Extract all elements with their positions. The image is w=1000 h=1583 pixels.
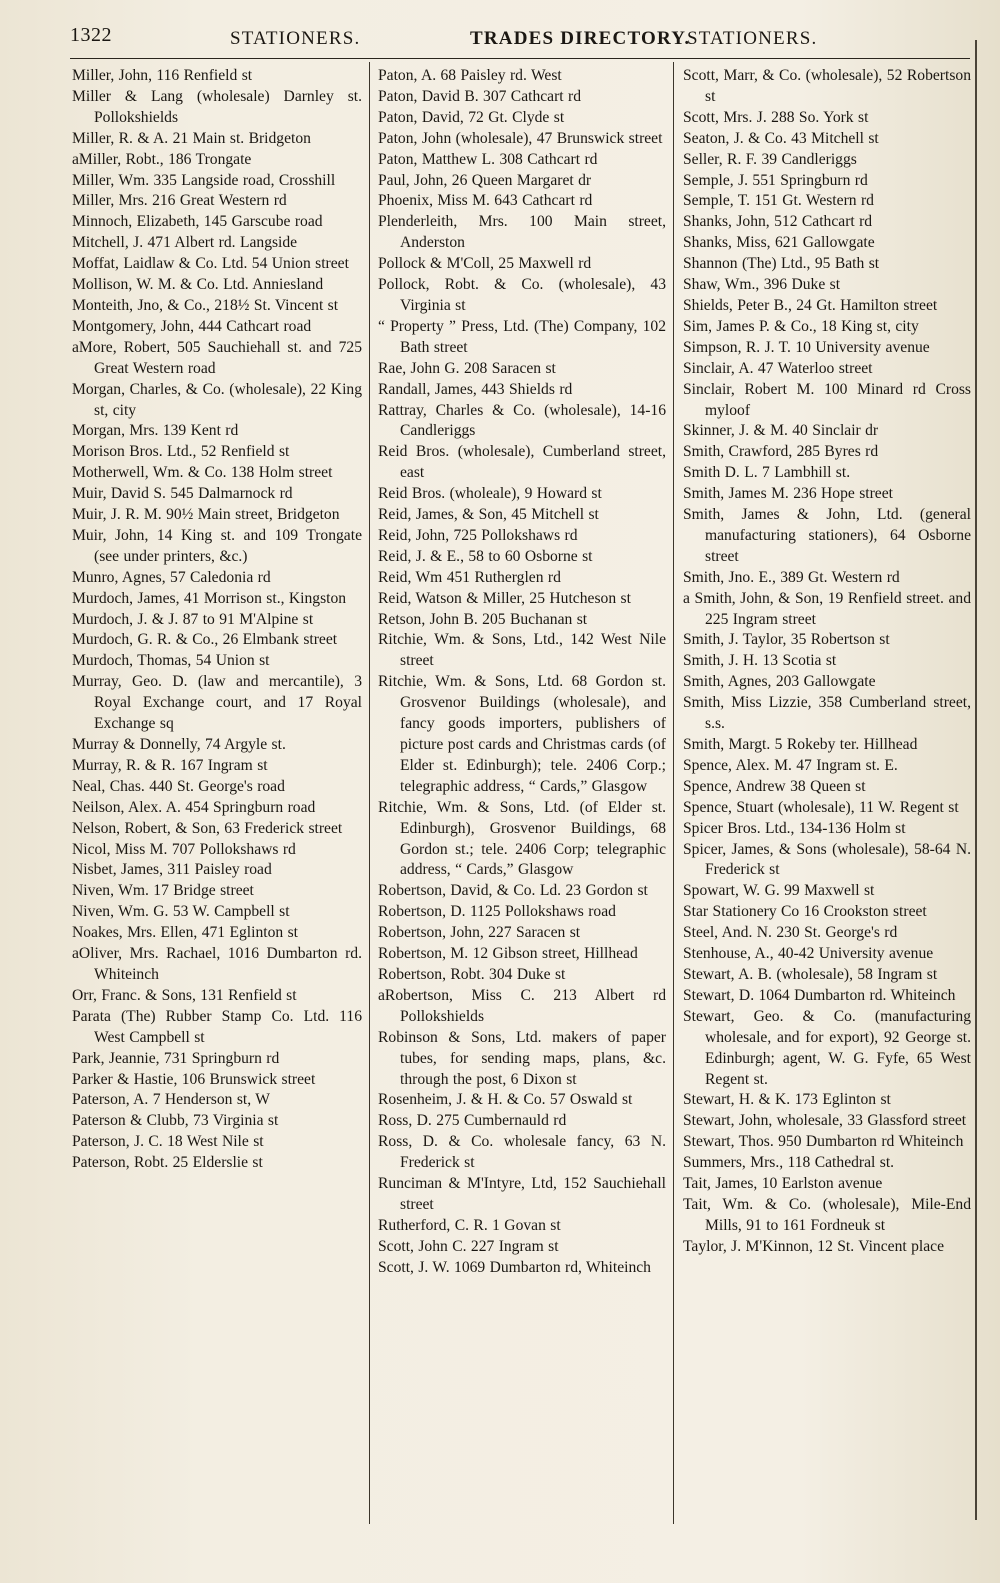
directory-entry: Miller, R. & A. 21 Main st. Bridgeton	[72, 129, 311, 147]
directory-entry: Paterson, A. 7 Henderson st, W	[72, 1091, 270, 1109]
directory-entry: Spicer Bros. Ltd., 134-136 Holm st	[683, 819, 906, 837]
directory-entry: Runciman & M'Intyre, Ltd, 152 Sauchiehall street	[378, 1175, 666, 1213]
directory-entry: Robinson & Sons, Ltd. makers of paper tubes, for sending maps, plans, &c. through the post, 6 Dixon st	[378, 1028, 666, 1088]
page-number: 1322	[70, 24, 112, 46]
directory-entry: Shannon (The) Ltd., 95 Bath st	[683, 255, 880, 273]
directory-entry: Nisbet, James, 311 Paisley road	[72, 861, 272, 879]
directory-entry: Murray, R. & R. 167 Ingram st	[72, 756, 268, 774]
column-divider	[673, 62, 674, 1524]
directory-entry: Ross, D. & Co. wholesale fancy, 63 N. Frederick st	[378, 1133, 666, 1172]
directory-entry: Scott, J. W. 1069 Dumbarton rd, Whiteinch	[378, 1258, 651, 1276]
directory-entry: Smith, Jno. E., 389 Gt. Western rd	[683, 568, 900, 586]
directory-entry: Paton, John (wholesale), 47 Brunswick street	[378, 129, 663, 147]
directory-entry: Motherwell, Wm. & Co. 138 Holm street	[72, 464, 333, 482]
directory-entry: Tait, James, 10 Earlston avenue	[683, 1175, 883, 1193]
directory-entry: Stewart, D. 1064 Dumbarton rd. Whiteinch	[683, 986, 956, 1004]
directory-entry: Miller, John, 116 Renfield st	[72, 67, 253, 84]
directory-entry: Taylor, J. M'Kinnon, 12 St. Vincent place	[683, 1237, 944, 1255]
directory-entry: Smith, Agnes, 203 Gallowgate	[683, 673, 876, 691]
directory-entry: Murdoch, James, 41 Morrison st., Kingston	[72, 589, 347, 607]
directory-entry: Tait, Wm. & Co. (wholesale), Mile-End Mills, 91 to 161 Fordneuk st	[683, 1195, 971, 1234]
directory-entry: Shanks, John, 512 Cathcart rd	[683, 213, 873, 231]
directory-entry: Sinclair, Robert M. 100 Minard rd Cross myloof	[683, 380, 971, 419]
directory-entry: Murdoch, G. R. & Co., 26 Elmbank street	[72, 631, 338, 649]
directory-entry: Stenhouse, A., 40-42 University avenue	[683, 945, 934, 963]
directory-entry: Paterson, Robt. 25 Elderslie st	[72, 1154, 263, 1172]
directory-entry: Sinclair, A. 47 Waterloo street	[683, 359, 873, 377]
directory-entry: Rutherford, C. R. 1 Govan st	[378, 1216, 561, 1234]
directory-entry: Murray, Geo. D. (law and mercantile), 3 Royal Exchange court, and 17 Royal Exchange sq	[72, 673, 362, 733]
directory-entry: aMore, Robert, 505 Sauchiehall st. and 725 Great Western road	[72, 338, 362, 377]
directory-entry: Miller, Wm. 335 Langside road, Crosshill	[72, 171, 336, 189]
directory-entry: Scott, Mrs. J. 288 So. York st	[683, 108, 869, 126]
directory-entry: Randall, James, 443 Shields rd	[378, 380, 573, 398]
directory-entry: Smith, James M. 236 Hope street	[683, 485, 893, 503]
directory-entry: Retson, John B. 205 Buchanan st	[378, 610, 588, 628]
directory-column-3	[683, 66, 971, 1258]
directory-entry: Smith D. L. 7 Lambhill st.	[683, 464, 851, 482]
directory-entry: Robertson, M. 12 Gibson street, Hillhead	[378, 945, 638, 963]
directory-entry: Steel, And. N. 230 St. George's rd	[683, 924, 898, 942]
directory-entry: Smith, J. H. 13 Scotia st	[683, 652, 837, 670]
directory-entry: Nicol, Miss M. 707 Pollokshaws rd	[72, 840, 296, 858]
directory-entry: Moffat, Laidlaw & Co. Ltd. 54 Union street	[72, 255, 349, 273]
directory-entry: Paton, David, 72 Gt. Clyde st	[378, 108, 565, 126]
header-rule	[70, 58, 970, 59]
directory-entry: Reid, Wm 451 Rutherglen rd	[378, 568, 561, 586]
directory-entry: Smith, James & John, Ltd. (general manufacturing stationers), 64 Osborne street	[683, 506, 971, 565]
directory-entry: Murdoch, Thomas, 54 Union st	[72, 652, 270, 670]
directory-entry: Paterson & Clubb, 73 Virginia st	[72, 1112, 279, 1130]
directory-entry: Paton, A. 68 Paisley rd. West	[378, 67, 562, 84]
directory-entry: Paton, Matthew L. 308 Cathcart rd	[378, 150, 598, 168]
directory-entry: Muir, J. R. M. 90½ Main street, Bridgeton	[72, 506, 340, 524]
directory-entry: Shanks, Miss, 621 Gallowgate	[683, 234, 875, 252]
directory-entry: Star Stationery Co 16 Crookston street	[683, 903, 927, 921]
directory-entry: a Smith, John, & Son, 19 Renfield street. and 225 Ingram street	[683, 589, 971, 628]
directory-entry: Morison Bros. Ltd., 52 Renfield st	[72, 443, 290, 461]
directory-entry: Park, Jeannie, 731 Springburn rd	[72, 1049, 280, 1067]
directory-entry: Reid, Watson & Miller, 25 Hutcheson st	[378, 589, 631, 607]
directory-entry: Murdoch, J. & J. 87 to 91 M'Alpine st	[72, 610, 314, 628]
directory-entry: Niven, Wm. 17 Bridge street	[72, 882, 254, 900]
page-edge	[975, 40, 987, 1520]
directory-entry: Reid Bros. (wholesale), Cumberland street, east	[378, 443, 666, 482]
directory-entry: Shaw, Wm., 396 Duke st	[683, 276, 841, 294]
directory-column-2	[378, 66, 666, 1279]
directory-entry: Pollock, Robt. & Co. (wholesale), 43 Virginia st	[378, 276, 666, 314]
directory-entry: Morgan, Mrs. 139 Kent rd	[72, 422, 239, 440]
directory-entry: aRobertson, Miss C. 213 Albert rd Pollokshields	[378, 986, 666, 1025]
directory-entry: Seaton, J. & Co. 43 Mitchell st	[683, 129, 879, 147]
directory-entry: Phoenix, Miss M. 643 Cathcart rd	[378, 192, 593, 210]
directory-entry: Paterson, J. C. 18 West Nile st	[72, 1133, 264, 1151]
directory-entry: Shields, Peter B., 24 Gt. Hamilton street	[683, 296, 938, 314]
directory-entry: Reid, J. & E., 58 to 60 Osborne st	[378, 547, 593, 565]
directory-entry: Reid, John, 725 Pollokshaws rd	[378, 526, 578, 544]
directory-entry: Stewart, Geo. & Co. (manufacturing wholesale, and for export), 92 George st. Edinburgh; agent, W. G. Fyfe, 65 West Regent st.	[683, 1007, 971, 1088]
directory-entry: Smith, Crawford, 285 Byres rd	[683, 443, 879, 461]
directory-entry: Montgomery, John, 444 Cathcart road	[72, 317, 312, 335]
directory-entry: Pollock & M'Coll, 25 Maxwell rd	[378, 255, 592, 273]
directory-entry: Semple, T. 151 Gt. Western rd	[683, 192, 874, 210]
directory-entry: Paton, David B. 307 Cathcart rd	[378, 87, 582, 105]
directory-entry: Miller, Mrs. 216 Great Western rd	[72, 192, 287, 210]
directory-entry: Scott, Marr, & Co. (wholesale), 52 Robertson st	[683, 67, 971, 105]
directory-entry: Smith, J. Taylor, 35 Robertson st	[683, 631, 890, 649]
directory-entry: Stewart, H. & K. 173 Eglinton st	[683, 1091, 891, 1109]
directory-entry: Reid Bros. (wholeale), 9 Howard st	[378, 485, 602, 503]
directory-entry: Robertson, John, 227 Saracen st	[378, 924, 581, 942]
directory-entry: “ Property ” Press, Ltd. (The) Company, 102 Bath street	[378, 317, 666, 356]
directory-entry: Paul, John, 26 Queen Margaret dr	[378, 171, 592, 189]
directory-entry: Miller & Lang (wholesale) Darnley st. Pollokshields	[72, 87, 362, 126]
directory-entry: Spence, Andrew 38 Queen st	[683, 777, 866, 795]
directory-entry: Skinner, J. & M. 40 Sinclair dr	[683, 422, 879, 440]
directory-entry: aMiller, Robt., 186 Trongate	[72, 150, 252, 168]
directory-entry: Mitchell, J. 471 Albert rd. Langside	[72, 234, 298, 252]
directory-entry: Reid, James, & Son, 45 Mitchell st	[378, 506, 599, 524]
directory-entry: Plenderleith, Mrs. 100 Main street, Anderston	[378, 213, 666, 252]
directory-entry: Scott, John C. 227 Ingram st	[378, 1237, 559, 1255]
directory-entry: Parata (The) Rubber Stamp Co. Ltd. 116 West Campbell st	[72, 1007, 362, 1046]
directory-entry: Ross, D. 275 Cumbernauld rd	[378, 1112, 567, 1130]
directory-entry: aOliver, Mrs. Rachael, 1016 Dumbarton rd. Whiteinch	[72, 945, 362, 983]
directory-entry: Parker & Hastie, 106 Brunswick street	[72, 1070, 316, 1088]
directory-entry: Munro, Agnes, 57 Caledonia rd	[72, 568, 271, 586]
directory-entry: Rae, John G. 208 Saracen st	[378, 359, 556, 377]
directory-entry: Robertson, David, & Co. Ld. 23 Gordon st	[378, 882, 648, 900]
directory-entry: Noakes, Mrs. Ellen, 471 Eglinton st	[72, 924, 298, 942]
directory-entry: Seller, R. F. 39 Candleriggs	[683, 150, 857, 168]
directory-entry: Nelson, Robert, & Son, 63 Frederick street	[72, 819, 343, 837]
page-header	[70, 20, 965, 52]
directory-entry: Semple, J. 551 Springburn rd	[683, 171, 868, 189]
directory-entry: Neal, Chas. 440 St. George's road	[72, 777, 285, 795]
directory-entry: Spowart, W. G. 99 Maxwell st	[683, 882, 875, 900]
directory-entry: Morgan, Charles, & Co. (wholesale), 22 King st, city	[72, 380, 362, 419]
directory-entry: Minnoch, Elizabeth, 145 Garscube road	[72, 213, 323, 231]
directory-entry: Rosenheim, J. & H. & Co. 57 Oswald st	[378, 1091, 633, 1109]
directory-entry: Stewart, A. B. (wholesale), 58 Ingram st	[683, 965, 938, 983]
directory-entry: Ritchie, Wm. & Sons, Ltd. (of Elder st. Edinburgh), Grosvenor Buildings, 68 Gordon st.; tele. 2406 Corp; telegraphic address, “ Cards,” Glasgow	[378, 798, 666, 879]
header-right-title: STATIONERS.	[687, 28, 818, 49]
directory-entry: Ritchie, Wm. & Sons, Ltd., 142 West Nile street	[378, 631, 666, 670]
directory-entry: Summers, Mrs., 118 Cathedral st.	[683, 1154, 895, 1172]
directory-entry: Stewart, John, wholesale, 33 Glassford street	[683, 1112, 967, 1130]
directory-entry: Muir, David S. 545 Dalmarnock rd	[72, 485, 293, 503]
directory-entry: Simpson, R. J. T. 10 University avenue	[683, 338, 930, 356]
directory-entry: Spence, Alex. M. 47 Ingram st. E.	[683, 756, 898, 774]
directory-entry: Spence, Stuart (wholesale), 11 W. Regent st	[683, 798, 959, 816]
directory-entry: Mollison, W. M. & Co. Ltd. Anniesland	[72, 276, 324, 294]
directory-entry: Smith, Miss Lizzie, 358 Cumberland street, s.s.	[683, 694, 971, 733]
directory-entry: Murray & Donnelly, 74 Argyle st.	[72, 736, 286, 753]
directory-entry: Niven, Wm. G. 53 W. Campbell st	[72, 903, 290, 921]
directory-entry: Monteith, Jno, & Co., 218½ St. Vincent st	[72, 296, 339, 314]
directory-entry: Ritchie, Wm. & Sons, Ltd. 68 Gordon st. Grosvenor Buildings (wholesale), and fancy goods importers, publishers of picture post cards and Christmas cards (of Elder st. Edinburgh); tele. 2406 Corp.; telegraphic address, “ Cards,” Glasgow	[378, 673, 666, 795]
header-left-title: STATIONERS.	[230, 28, 361, 49]
directory-entry: Stewart, Thos. 950 Dumbarton rd Whiteinch	[683, 1133, 964, 1151]
directory-entry: Rattray, Charles & Co. (wholesale), 14-16 Candleriggs	[378, 401, 666, 440]
column-divider	[369, 62, 370, 1524]
directory-entry: Orr, Franc. & Sons, 131 Renfield st	[72, 986, 297, 1004]
directory-entry: Sim, James P. & Co., 18 King st, city	[683, 317, 919, 335]
header-center-title: TRADES DIRECTORY.	[470, 28, 691, 49]
directory-entry: Neilson, Alex. A. 454 Springburn road	[72, 798, 316, 816]
directory-entry: Spicer, James, & Sons (wholesale), 58-64 N. Frederick st	[683, 840, 971, 879]
directory-entry: Robertson, Robt. 304 Duke st	[378, 965, 566, 983]
directory-entry: Robertson, D. 1125 Pollokshaws road	[378, 903, 616, 921]
directory-column-1	[72, 66, 362, 1174]
directory-entry: Muir, John, 14 King st. and 109 Trongate (see under printers, &c.)	[72, 526, 362, 565]
directory-entry: Smith, Margt. 5 Rokeby ter. Hillhead	[683, 736, 918, 753]
